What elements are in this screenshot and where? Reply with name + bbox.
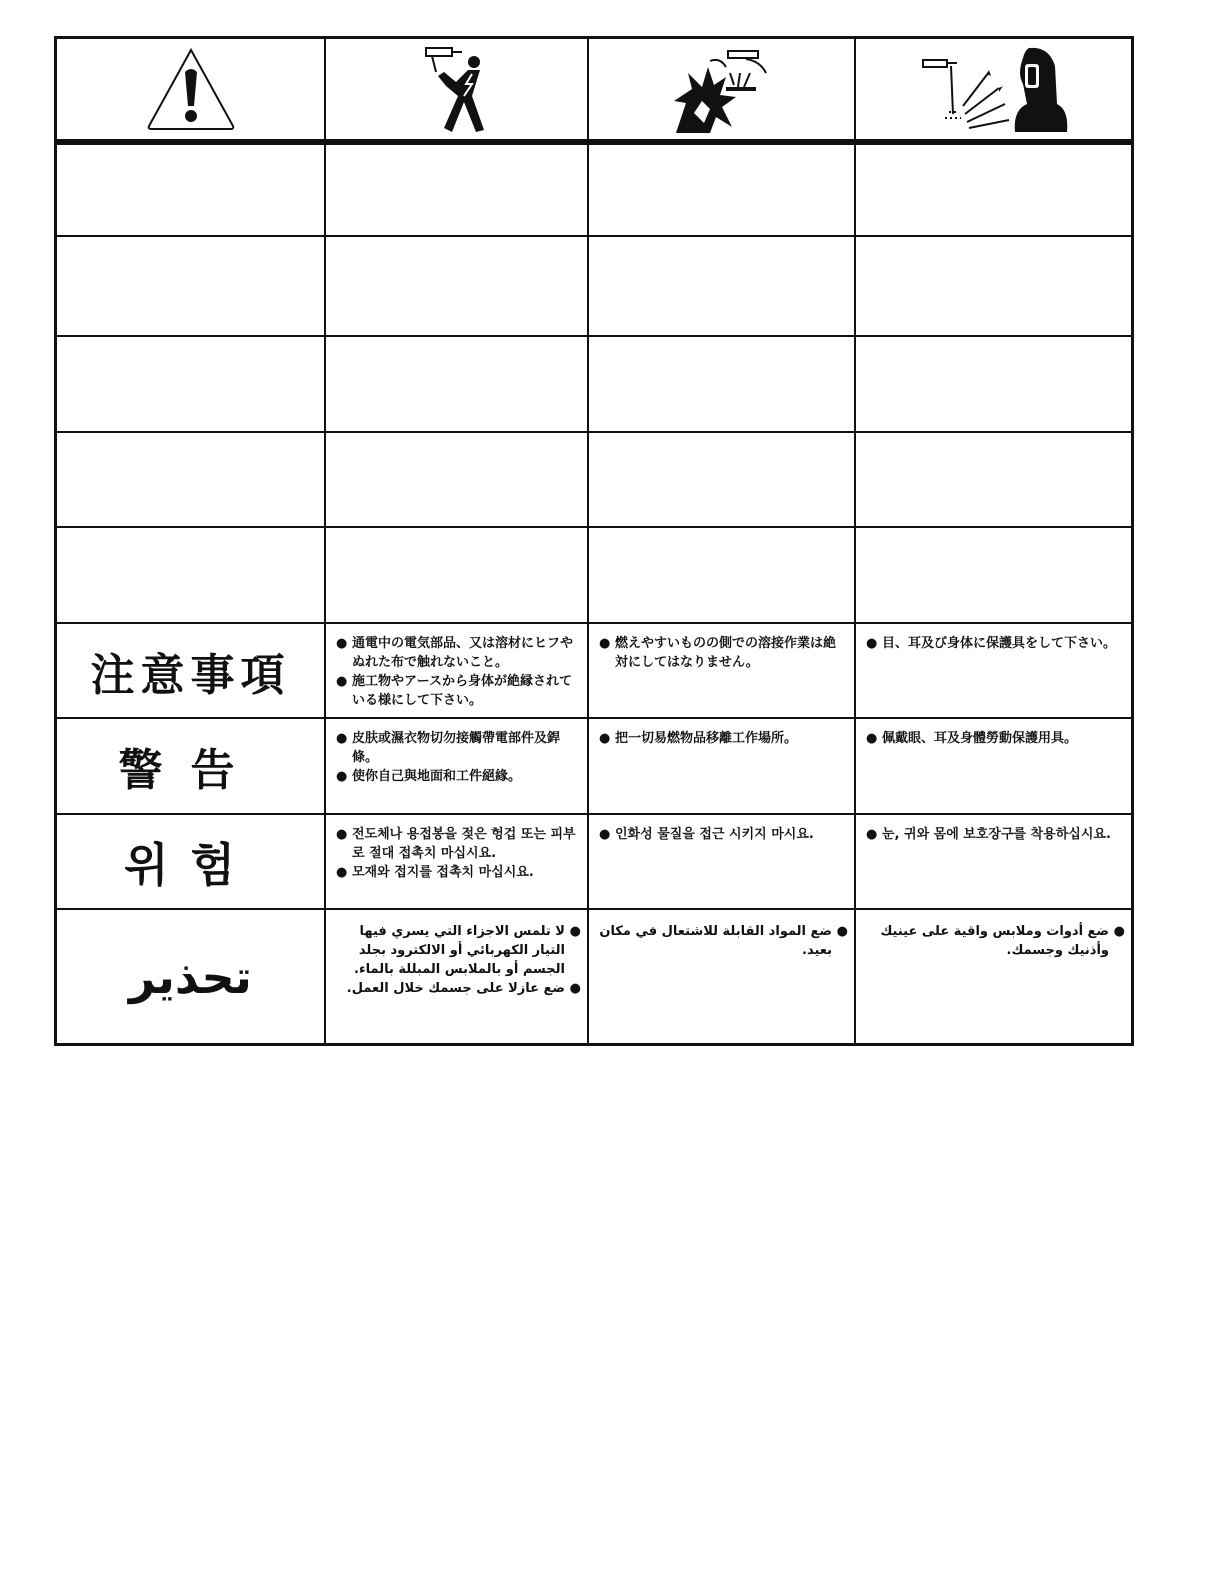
cell-japanese-protection (856, 624, 1131, 717)
header-divider (57, 139, 1131, 145)
list-item: ● ضع أدوات وملابس واقية على عينيك وأذنيك وجسمك. (866, 922, 1125, 960)
label-chinese-text: 警告 (118, 745, 263, 796)
list-item: ● 燃えやすいものの側での溶接作業は絶対にしてはなりません。 (599, 634, 844, 672)
cell-korean-electric-shock (326, 815, 587, 908)
cell-japanese-fire (589, 624, 854, 717)
icon-header-electric-shock (326, 39, 587, 139)
icon-header-fire (589, 39, 854, 139)
label-korean-text: 위험 (124, 837, 257, 892)
list-item: ● 使你自己與地面和工件絕緣。 (336, 767, 577, 786)
cell-arabic-protection (856, 910, 1131, 1043)
cell-chinese-electric-shock (326, 719, 587, 813)
explosion-fire-icon (670, 43, 774, 135)
list-item: ● 모재와 접지를 접촉치 마십시요. (336, 863, 577, 882)
welding-helmet-sparks-icon (919, 44, 1069, 134)
label-arabic (57, 910, 324, 1043)
list-item: ● 目、耳及び身体に保護具をして下さい。 (866, 634, 1121, 653)
list-item: ● 施工物やアースから身体が絶縁されている様にして下さい。 (336, 672, 577, 710)
cell-japanese-electric-shock (326, 624, 587, 717)
warning-triangle-icon (145, 46, 237, 132)
label-japanese (57, 624, 324, 717)
row-divider (57, 235, 1131, 237)
list-item: ● 把一切易燃物品移離工作場所。 (599, 729, 844, 748)
label-arabic-text: تحذير (129, 949, 252, 1004)
safety-warning-table (54, 36, 1134, 1046)
list-item: ● 通電中の電気部品、又は溶材にヒフやぬれた布で触れないこと。 (336, 634, 577, 672)
cell-chinese-protection (856, 719, 1131, 813)
cell-arabic-fire (589, 910, 854, 1043)
list-item: ● لا تلمس الاجزاء التي يسري فيها التيار الكهربائي أو الالكترود بجلد الجسم أو بالملابس المبللة بالماء. (336, 922, 581, 979)
cell-arabic-electric-shock (326, 910, 587, 1043)
label-japanese-text: 注意事項 (90, 649, 291, 701)
cell-korean-protection (856, 815, 1131, 908)
list-item: ● 전도체나 용접봉을 젖은 헝겁 또는 피부로 절대 접촉치 마십시요. (336, 825, 577, 863)
electric-shock-icon (412, 42, 502, 136)
list-item: ● 눈, 귀와 몸에 보호장구를 착용하십시요. (866, 825, 1121, 844)
row-divider (57, 526, 1131, 528)
icon-header-general (57, 39, 324, 139)
cell-chinese-fire (589, 719, 854, 813)
list-item: ● 皮肤或濕衣物切勿接觸帶電部件及銲條。 (336, 729, 577, 767)
icon-header-protection (856, 39, 1131, 139)
row-divider (57, 431, 1131, 433)
row-divider (57, 335, 1131, 337)
list-item: ● 인화성 물질을 접근 시키지 마시요. (599, 825, 844, 844)
list-item: ● ضع المواد القابلة للاشتعال في مكان بعيد. (599, 922, 848, 960)
list-item: ● ضع عازلا على جسمك خلال العمل. (336, 979, 581, 998)
list-item: ● 佩戴眼、耳及身體勞動保護用具。 (866, 729, 1121, 748)
cell-korean-fire (589, 815, 854, 908)
label-chinese (57, 719, 324, 813)
label-korean (57, 815, 324, 908)
